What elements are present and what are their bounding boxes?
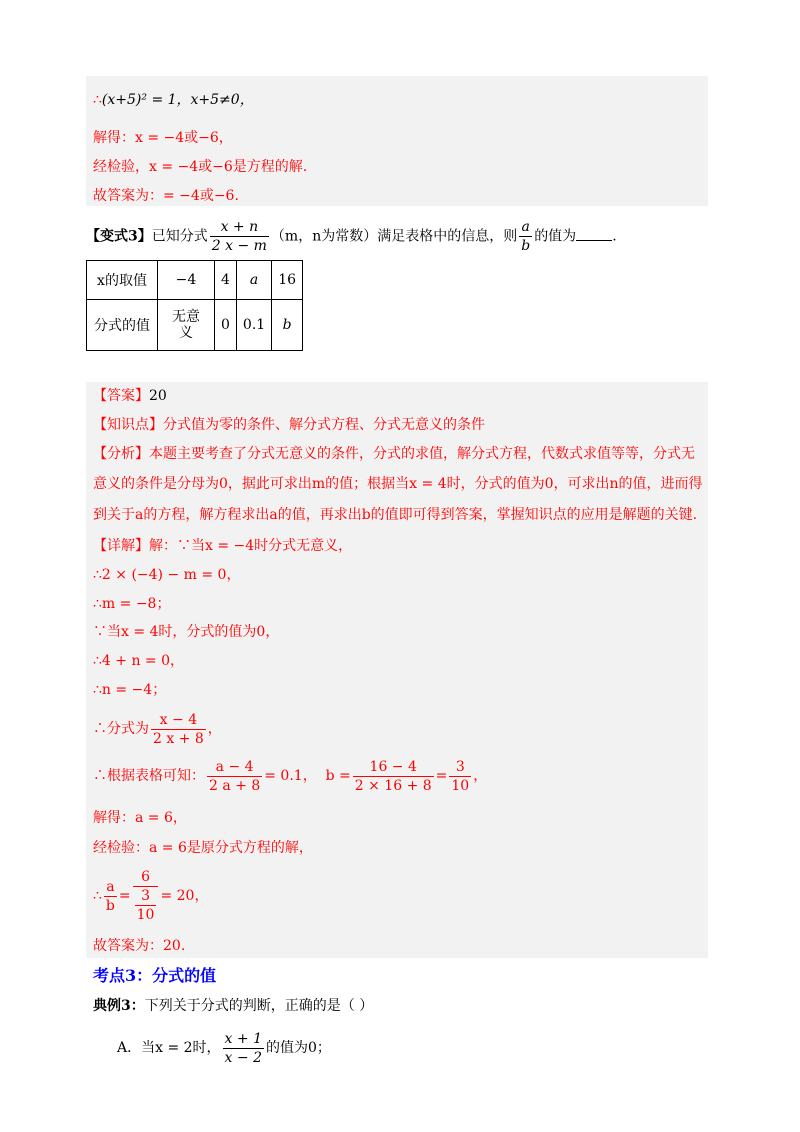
table-row — [87, 261, 303, 300]
step-3: ∴m = −8； — [93, 596, 171, 612]
fraction-b: $\frac{16 - 4}{2 \times 16 + 8}$ — [354, 758, 432, 794]
answer-line: 【答案】20 — [93, 388, 167, 404]
final-answer: 故答案为：20. — [93, 938, 186, 954]
table-cell: −4 — [158, 261, 215, 300]
fraction-3-10: $\frac{3}{10}$ — [451, 758, 470, 794]
variant-question: 【变式3】已知分式 $\frac{x + n}{2 x - m}$ （m，n为常数）满足表格中的信息，则 $\frac{a}{b}$ 的值为 . — [86, 219, 617, 254]
table-cell: b — [272, 300, 303, 351]
top-line-3: 经检验，x = −4或−6是方程的解. — [93, 159, 308, 175]
step-10: 经检验：a = 6是原分式方程的解， — [93, 840, 313, 856]
step-7: ∴分式为 $\frac{x - 4}{2 x + 8}$ ， — [93, 711, 222, 747]
step-6: ∴n = −4； — [93, 682, 167, 698]
step-5: ∴4 + n = 0， — [93, 653, 184, 669]
option-a: A．当x = 2时， $\frac{x + 1}{x - 2}$ 的值为0； — [117, 1030, 331, 1066]
step-4: ∵当x = 4时，分式的值为0， — [93, 624, 280, 640]
a-over-b-fraction: $\frac{a}{b}$ — [521, 219, 531, 254]
table-cell: 无意义 — [158, 300, 215, 351]
top-line-4: 故答案为：= −4或−6. — [93, 188, 239, 204]
variant-fraction: $\frac{x + n}{2 x - m}$ — [211, 219, 267, 254]
value-table — [86, 260, 303, 351]
table-row — [87, 300, 303, 351]
analysis-line-2: 意义的条件是分母为0，据此可求出m的值；根据当x = 4时，分式的值为0，可求出n的值，进而得 — [93, 476, 703, 492]
top-line-2: 解得：x = −4或−6， — [93, 130, 233, 146]
table-cell: x的取值 — [87, 261, 158, 300]
table-cell: a — [236, 261, 271, 300]
table-cell: 4 — [215, 261, 237, 300]
fraction-a: $\frac{a - 4}{2 a + 8}$ — [209, 758, 261, 794]
step-9: 解得：a = 6， — [93, 810, 187, 826]
section-title: 考点3：分式的值 — [93, 966, 217, 985]
answer-blank — [576, 226, 612, 241]
option-a-fraction: $\frac{x + 1}{x - 2}$ — [224, 1030, 262, 1066]
table-cell: 16 — [272, 261, 303, 300]
step-11: ∴ $\frac{a}{b}$ = $\frac{6}{\frac{3}{10}}$ = 20， — [93, 869, 209, 923]
table-cell: 0 — [215, 300, 237, 351]
fraction-a-over-b: $\frac{a}{b}$ — [105, 878, 115, 914]
table-cell: 分式的值 — [87, 300, 158, 351]
analysis-line-3: 到关于a的方程，解方程求出a的值，再求出b的值即可得到答案，掌握知识点的应用是解题的关键. — [93, 507, 698, 523]
example-line: 典例3：下列关于分式的判断，正确的是（ ） — [93, 998, 374, 1014]
analysis-line-1: 【分析】本题主要考查了分式无意义的条件，分式的求值，解分式方程，代数式求值等等，分式无 — [93, 446, 695, 462]
compound-fraction: $\frac{6}{\frac{3}{10}}$ — [133, 868, 159, 924]
therefore-symbol: ∴ — [93, 92, 102, 108]
step-2: ∴2 × (−4) − m = 0， — [93, 567, 241, 583]
detail-line-1: 【详解】解：∵当x = −4时分式无意义， — [93, 538, 353, 554]
knowledge-line: 【知识点】分式值为零的条件、解分式方程、分式无意义的条件 — [93, 417, 485, 433]
top-line-1: ∴(x+5)² = 1，x+5≠0， — [93, 92, 254, 108]
fraction-x-minus-4: $\frac{x - 4}{2 x + 8}$ — [153, 711, 204, 747]
step-8: ∴根据表格可知： $\frac{a - 4}{2 a + 8}$ = 0.1， b = $\frac{16 - 4}{2 \times 16 + 8}$ = $\frac{3}{10}$ ， — [93, 758, 488, 794]
table-cell: 0.1 — [236, 300, 271, 351]
